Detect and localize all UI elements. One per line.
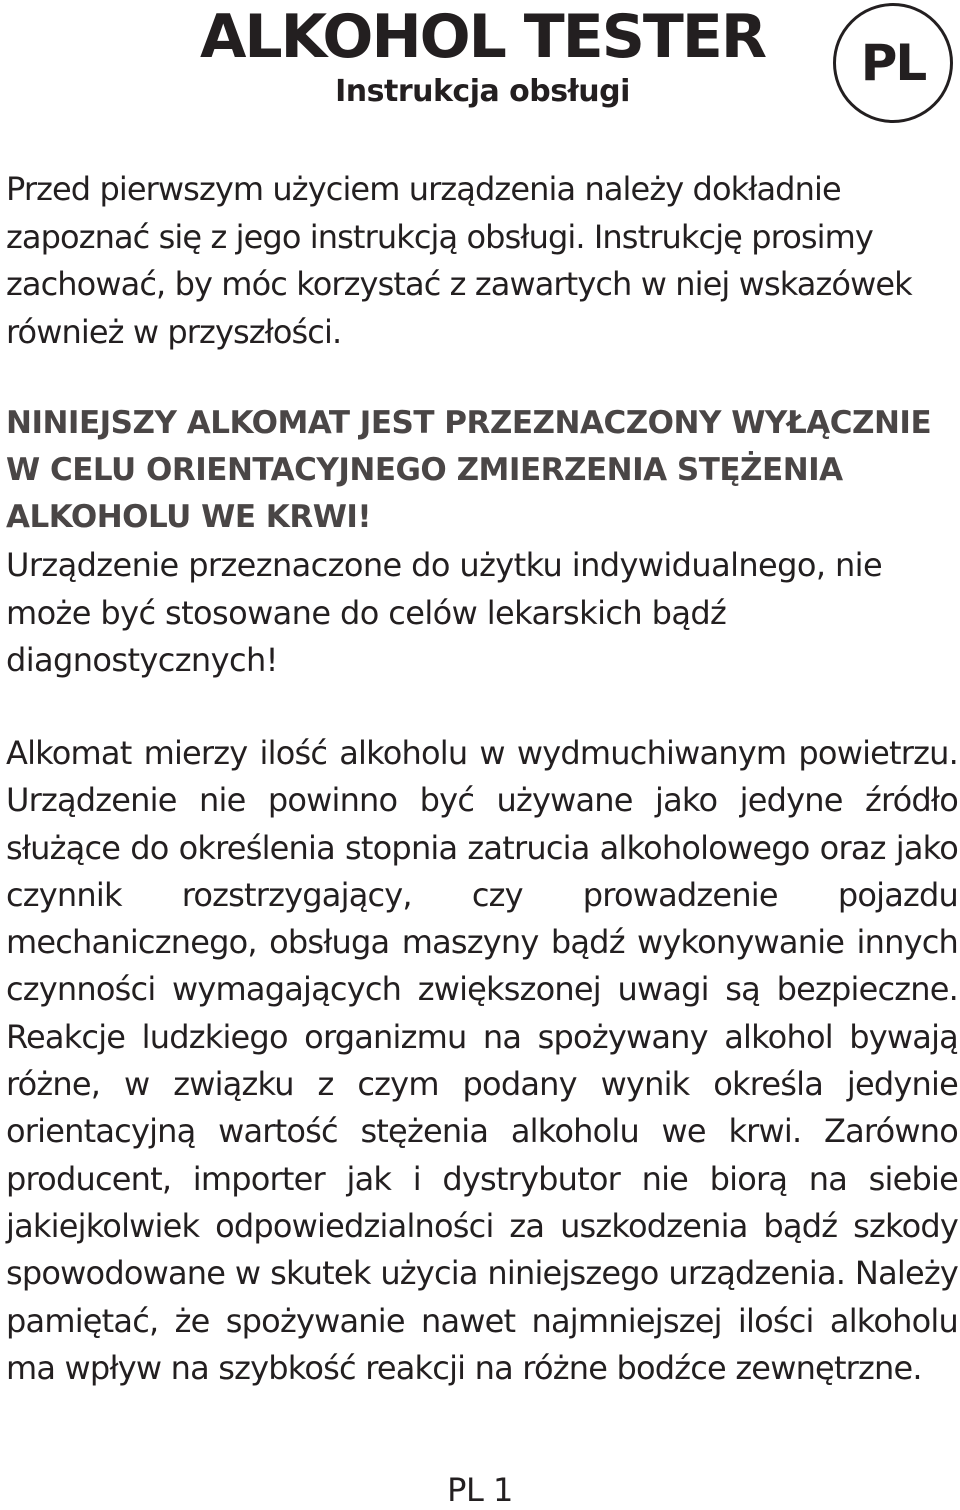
warning-heading: NINIEJSZY ALKOMAT JEST PRZEZNACZONY WYŁĄCZNIE W CELU ORIENTACYJNEGO ZMIERZENIA STĘŻENIA ALKOHOLU WE KRWI! <box>6 405 932 535</box>
document-subtitle: Instrukcja obsługi <box>335 74 630 109</box>
warning-paragraph: Urządzenie przeznaczone do użytku indywidualnego, nie może być stosowane do celów lekarskich bądź diagnostycznych! <box>6 546 883 679</box>
document-title: ALKOHOL TESTER <box>199 2 766 72</box>
page-number: PL 1 <box>447 1471 513 1509</box>
language-badge: PL <box>833 3 953 123</box>
intro-paragraph: Przed pierwszym użyciem urządzenia należy dokładnie zapoznać się z jego instrukcją obsługi. Instrukcję prosimy zachować, by móc korzystać z zawartych w niej wskazówek również w przyszłości. <box>6 170 912 351</box>
disclaimer-paragraph: Alkomat mierzy ilość alkoholu w wydmuchiwanym powietrzu. Urządzenie nie powinno być używane jako jedyne źródło służące do określenia stopnia zatrucia alkoholowego oraz jako czynnik rozstrzygający, czy prowadzenie pojazdu mechanicznego, obsługa maszyny bądź wykonywanie innych czynności wymagających zwiększonej uwagi są bezpieczne. Reakcje ludzkiego organizmu na spożywany alkohol bywają różne, w związku z czym podany wynik określa jedynie orientacyjną wartość stężenia alkoholu we krwi. Zarówno producent, importer jak i dystrybutor nie biorą na siebie jakiejkolwiek odpowiedzialności za uszkodzenia bądź szkody spowodowane w skutek użycia niniejszego urządzenia. Należy pamiętać, że spożywanie nawet najmniejszej ilości alkoholu ma wpływ na szybkość reakcji na różne bodźce zewnętrzne. <box>6 734 958 1387</box>
